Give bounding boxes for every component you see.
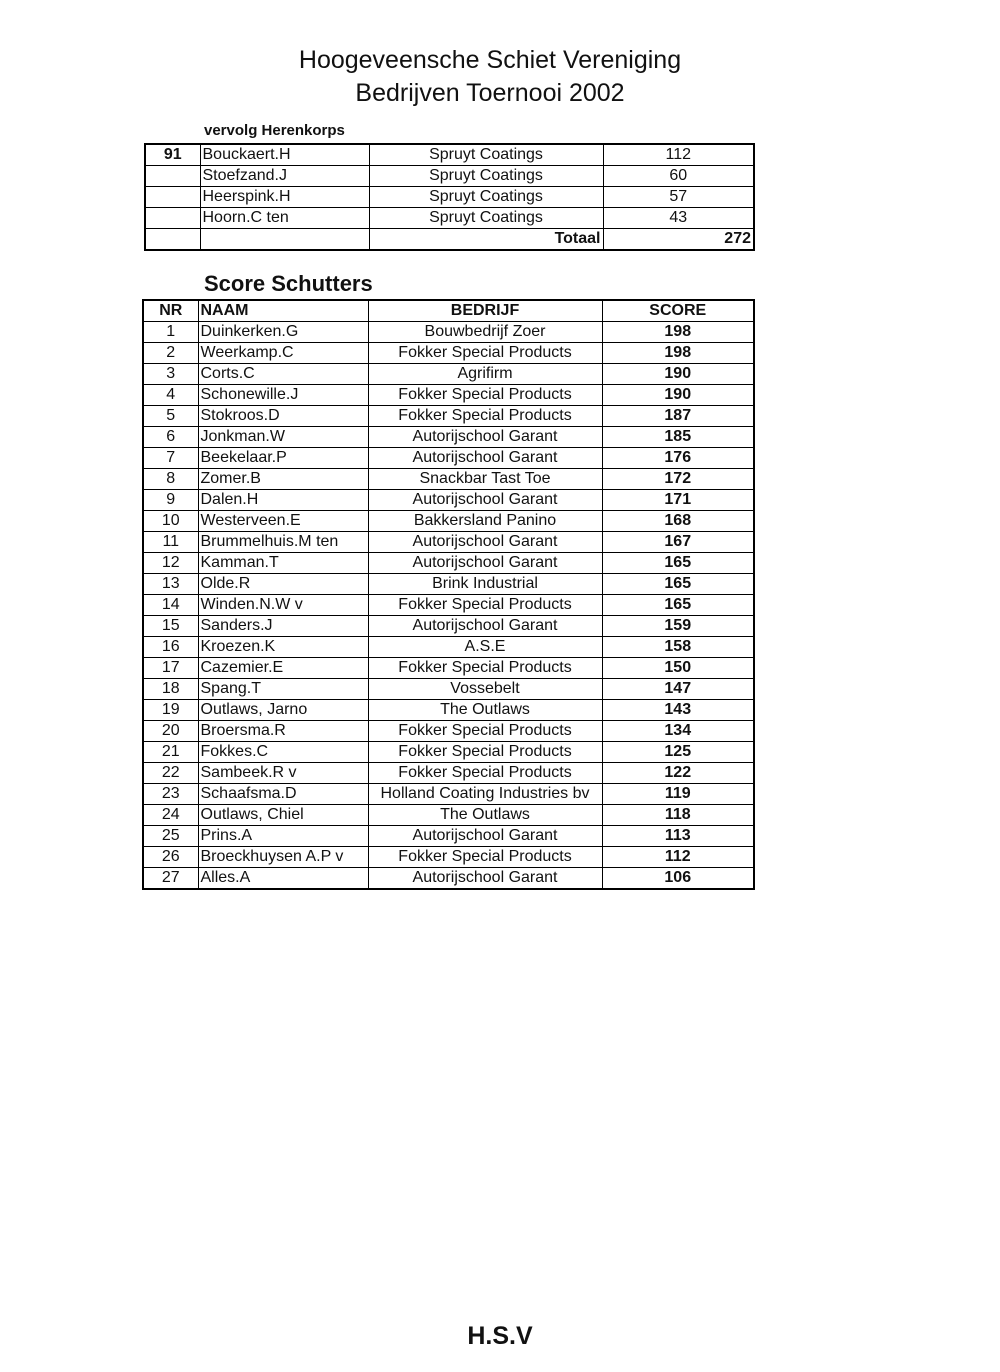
- row-naam: Beekelaar.P: [198, 448, 368, 469]
- row-bedrijf: Fokker Special Products: [368, 847, 602, 868]
- table-row: [143, 805, 754, 826]
- row-naam: Spang.T: [198, 679, 368, 700]
- row-score: 165: [602, 574, 754, 595]
- member-company: Spruyt Coatings: [369, 144, 603, 166]
- row-score: 165: [602, 595, 754, 616]
- empty-cell: [145, 229, 200, 251]
- scores-table: [142, 299, 755, 890]
- row-score: 158: [602, 637, 754, 658]
- team-member-row: [145, 208, 754, 229]
- team-member-row: [145, 166, 754, 187]
- page-subtitle: Bedrijven Toernooi 2002: [355, 79, 625, 107]
- member-score: 43: [603, 208, 754, 229]
- row-naam: Sambeek.R v: [198, 763, 368, 784]
- row-bedrijf: Autorijschool Garant: [368, 826, 602, 847]
- row-naam: Alles.A: [198, 868, 368, 890]
- row-nr: 27: [143, 868, 198, 890]
- row-score: 106: [602, 868, 754, 890]
- table-row: [143, 679, 754, 700]
- table-row: [143, 490, 754, 511]
- column-header-naam: NAAM: [198, 300, 368, 322]
- row-nr: 26: [143, 847, 198, 868]
- row-nr: 13: [143, 574, 198, 595]
- row-bedrijf: The Outlaws: [368, 805, 602, 826]
- table-row: [143, 385, 754, 406]
- table-row: [143, 763, 754, 784]
- row-bedrijf: Fokker Special Products: [368, 742, 602, 763]
- row-bedrijf: Autorijschool Garant: [368, 553, 602, 574]
- row-naam: Broeckhuysen A.P v: [198, 847, 368, 868]
- row-bedrijf: Fokker Special Products: [368, 763, 602, 784]
- row-bedrijf: Vossebelt: [368, 679, 602, 700]
- table-row: [143, 343, 754, 364]
- row-naam: Broersma.R: [198, 721, 368, 742]
- row-nr: 21: [143, 742, 198, 763]
- table-row: [143, 868, 754, 890]
- table-row: [143, 469, 754, 490]
- column-header-bedrijf: BEDRIJF: [368, 300, 602, 322]
- row-nr: 10: [143, 511, 198, 532]
- column-header-score: SCORE: [602, 300, 754, 322]
- row-bedrijf: Bouwbedrijf Zoer: [368, 322, 602, 343]
- row-nr: 18: [143, 679, 198, 700]
- member-name: Bouckaert.H: [200, 144, 369, 166]
- row-nr: 25: [143, 826, 198, 847]
- row-nr: 4: [143, 385, 198, 406]
- row-bedrijf: The Outlaws: [368, 700, 602, 721]
- row-bedrijf: Autorijschool Garant: [368, 616, 602, 637]
- row-naam: Fokkes.C: [198, 742, 368, 763]
- row-bedrijf: Fokker Special Products: [368, 343, 602, 364]
- row-naam: Westerveen.E: [198, 511, 368, 532]
- team-subtitle: vervolg Herenkorps: [204, 122, 345, 139]
- team-member-row: [145, 187, 754, 208]
- team-table: [144, 143, 755, 251]
- total-label: Totaal: [369, 229, 603, 251]
- member-company: Spruyt Coatings: [369, 166, 603, 187]
- row-nr: 2: [143, 343, 198, 364]
- row-naam: Weerkamp.C: [198, 343, 368, 364]
- team-member-row: [145, 144, 754, 166]
- team-number-cell: [145, 208, 200, 229]
- row-nr: 1: [143, 322, 198, 343]
- table-row: [143, 406, 754, 427]
- row-nr: 22: [143, 763, 198, 784]
- scores-header-row: [143, 300, 754, 322]
- team-table-body: [145, 144, 754, 250]
- row-bedrijf: Bakkersland Panino: [368, 511, 602, 532]
- row-bedrijf: Fokker Special Products: [368, 385, 602, 406]
- row-nr: 3: [143, 364, 198, 385]
- column-header-nr: NR: [143, 300, 198, 322]
- table-row: [143, 637, 754, 658]
- row-naam: Brummelhuis.M ten: [198, 532, 368, 553]
- row-score: 165: [602, 553, 754, 574]
- row-bedrijf: Autorijschool Garant: [368, 868, 602, 890]
- row-nr: 14: [143, 595, 198, 616]
- row-naam: Sanders.J: [198, 616, 368, 637]
- row-score: 198: [602, 322, 754, 343]
- member-company: Spruyt Coatings: [369, 208, 603, 229]
- row-score: 134: [602, 721, 754, 742]
- row-score: 159: [602, 616, 754, 637]
- row-score: 190: [602, 364, 754, 385]
- table-row: [143, 511, 754, 532]
- table-row: [143, 700, 754, 721]
- scores-heading: Score Schutters: [204, 271, 373, 296]
- row-score: 113: [602, 826, 754, 847]
- member-score: 57: [603, 187, 754, 208]
- table-row: [143, 826, 754, 847]
- team-number-cell: 91: [145, 144, 200, 166]
- total-value: 272: [603, 229, 754, 251]
- table-row: [143, 574, 754, 595]
- row-score: 143: [602, 700, 754, 721]
- row-bedrijf: Autorijschool Garant: [368, 532, 602, 553]
- row-nr: 16: [143, 637, 198, 658]
- row-score: 185: [602, 427, 754, 448]
- row-bedrijf: Fokker Special Products: [368, 721, 602, 742]
- row-nr: 20: [143, 721, 198, 742]
- row-naam: Jonkman.W: [198, 427, 368, 448]
- row-score: 167: [602, 532, 754, 553]
- table-row: [143, 742, 754, 763]
- row-bedrijf: Brink Industrial: [368, 574, 602, 595]
- row-nr: 8: [143, 469, 198, 490]
- row-naam: Cazemier.E: [198, 658, 368, 679]
- member-name: Hoorn.C ten: [200, 208, 369, 229]
- row-score: 119: [602, 784, 754, 805]
- member-company: Spruyt Coatings: [369, 187, 603, 208]
- team-number-cell: [145, 166, 200, 187]
- table-row: [143, 322, 754, 343]
- row-nr: 5: [143, 406, 198, 427]
- row-naam: Corts.C: [198, 364, 368, 385]
- row-naam: Duinkerken.G: [198, 322, 368, 343]
- footer-text: H.S.V: [467, 1322, 533, 1350]
- row-score: 125: [602, 742, 754, 763]
- row-bedrijf: Fokker Special Products: [368, 595, 602, 616]
- table-row: [143, 658, 754, 679]
- row-score: 176: [602, 448, 754, 469]
- row-score: 122: [602, 763, 754, 784]
- row-naam: Winden.N.W v: [198, 595, 368, 616]
- row-nr: 9: [143, 490, 198, 511]
- row-score: 147: [602, 679, 754, 700]
- row-nr: 24: [143, 805, 198, 826]
- row-score: 190: [602, 385, 754, 406]
- row-score: 168: [602, 511, 754, 532]
- row-bedrijf: A.S.E: [368, 637, 602, 658]
- row-score: 198: [602, 343, 754, 364]
- row-naam: Zomer.B: [198, 469, 368, 490]
- row-score: 171: [602, 490, 754, 511]
- row-score: 172: [602, 469, 754, 490]
- row-bedrijf: Fokker Special Products: [368, 658, 602, 679]
- table-row: [143, 784, 754, 805]
- table-row: [143, 595, 754, 616]
- team-number-cell: [145, 187, 200, 208]
- table-row: [143, 448, 754, 469]
- table-row: [143, 721, 754, 742]
- table-row: [143, 427, 754, 448]
- table-row: [143, 553, 754, 574]
- table-row: [143, 616, 754, 637]
- row-naam: Dalen.H: [198, 490, 368, 511]
- table-row: [143, 364, 754, 385]
- row-nr: 17: [143, 658, 198, 679]
- row-score: 187: [602, 406, 754, 427]
- row-naam: Olde.R: [198, 574, 368, 595]
- row-naam: Schaafsma.D: [198, 784, 368, 805]
- row-nr: 7: [143, 448, 198, 469]
- row-bedrijf: Fokker Special Products: [368, 406, 602, 427]
- row-bedrijf: Autorijschool Garant: [368, 427, 602, 448]
- team-total-row: [145, 229, 754, 251]
- table-row: [143, 532, 754, 553]
- row-score: 112: [602, 847, 754, 868]
- page-title: Hoogeveensche Schiet Vereniging: [298, 46, 682, 74]
- row-nr: 12: [143, 553, 198, 574]
- row-naam: Outlaws, Chiel: [198, 805, 368, 826]
- row-score: 150: [602, 658, 754, 679]
- row-bedrijf: Snackbar Tast Toe: [368, 469, 602, 490]
- scores-table-body: [143, 322, 754, 890]
- row-naam: Kamman.T: [198, 553, 368, 574]
- row-bedrijf: Autorijschool Garant: [368, 490, 602, 511]
- row-nr: 19: [143, 700, 198, 721]
- row-nr: 23: [143, 784, 198, 805]
- row-nr: 15: [143, 616, 198, 637]
- empty-cell: [200, 229, 369, 251]
- row-naam: Schonewille.J: [198, 385, 368, 406]
- row-bedrijf: Agrifirm: [368, 364, 602, 385]
- row-score: 118: [602, 805, 754, 826]
- member-name: Heerspink.H: [200, 187, 369, 208]
- row-nr: 6: [143, 427, 198, 448]
- member-score: 60: [603, 166, 754, 187]
- row-naam: Prins.A: [198, 826, 368, 847]
- row-bedrijf: Holland Coating Industries bv: [368, 784, 602, 805]
- row-bedrijf: Autorijschool Garant: [368, 448, 602, 469]
- row-naam: Stokroos.D: [198, 406, 368, 427]
- member-score: 112: [603, 144, 754, 166]
- row-naam: Outlaws, Jarno: [198, 700, 368, 721]
- table-row: [143, 847, 754, 868]
- member-name: Stoefzand.J: [200, 166, 369, 187]
- row-naam: Kroezen.K: [198, 637, 368, 658]
- row-nr: 11: [143, 532, 198, 553]
